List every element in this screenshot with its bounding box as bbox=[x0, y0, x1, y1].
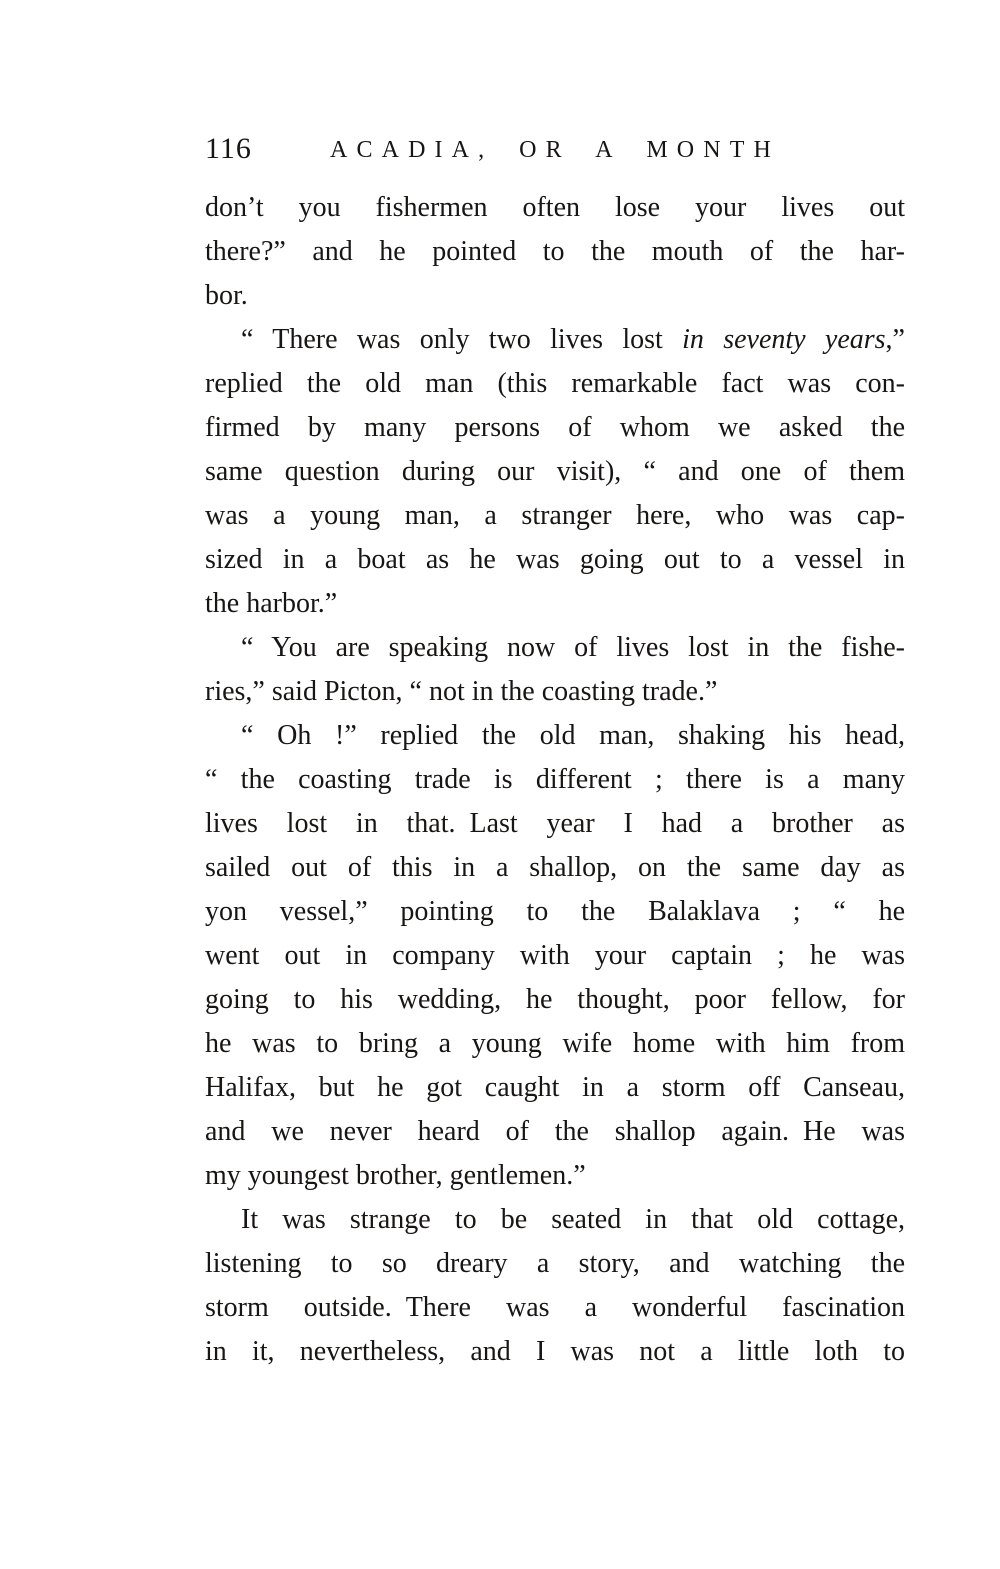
text-line: bor. bbox=[205, 280, 248, 311]
text-line: sailed out of this in a shallop, on the same day as bbox=[205, 852, 905, 883]
text-line: “ the coasting trade is different ; there is a many bbox=[205, 764, 905, 795]
text-line: don’t you fishermen often lose your lives out bbox=[205, 192, 905, 223]
text-line: sized in a boat as he was going out to a vessel in bbox=[205, 544, 905, 575]
text-line: listening to so dreary a story, and watching the bbox=[205, 1248, 905, 1279]
paragraph bbox=[205, 318, 905, 626]
text-line: and we never heard of the shallop again. He was bbox=[205, 1116, 905, 1147]
quote-suffix: ,” bbox=[885, 324, 905, 355]
page-number: 116 bbox=[205, 132, 252, 165]
text-line: was a young man, a stranger here, who was cap- bbox=[205, 500, 905, 531]
text-line: yon vessel,” pointing to the Balaklava ; “ he bbox=[205, 896, 905, 927]
text-line: “ You are speaking now of lives lost in the fishe- bbox=[241, 632, 905, 663]
text-line: the harbor.” bbox=[205, 588, 338, 619]
text-line bbox=[205, 318, 905, 362]
paragraph bbox=[205, 626, 905, 714]
text-line: going to his wedding, he thought, poor fellow, for bbox=[205, 984, 905, 1015]
paragraph bbox=[205, 186, 905, 318]
running-title: ACADIA, OR A MONTH bbox=[330, 137, 780, 163]
text-line: in it, nevertheless, and I was not a little loth to bbox=[205, 1336, 905, 1367]
text-line: went out in company with your captain ; he was bbox=[205, 940, 905, 971]
quote-prefix: “ There was only two lives lost bbox=[241, 324, 683, 355]
text-line: Halifax, but he got caught in a storm off Canseau, bbox=[205, 1072, 905, 1103]
paragraph bbox=[205, 714, 905, 1198]
text-line: same question during our visit), “ and one of them bbox=[205, 456, 905, 487]
body-text bbox=[205, 186, 905, 1374]
text-line: ries,” said Picton, “ not in the coasting trade.” bbox=[205, 676, 718, 707]
text-line: firmed by many persons of whom we asked the bbox=[205, 412, 905, 443]
text-line: “ Oh !” replied the old man, shaking his head, bbox=[241, 720, 905, 751]
italic-phrase: in seventy years bbox=[682, 324, 886, 355]
text-line: my youngest brother, gentlemen.” bbox=[205, 1160, 586, 1191]
text-line: It was strange to be seated in that old cottage, bbox=[241, 1204, 905, 1235]
text-line: storm outside. There was a wonderful fascination bbox=[205, 1292, 905, 1323]
paragraph bbox=[205, 1198, 905, 1374]
text-line: there?” and he pointed to the mouth of the har- bbox=[205, 236, 905, 267]
text-line: he was to bring a young wife home with him from bbox=[205, 1028, 905, 1059]
page-header bbox=[205, 132, 905, 166]
text-line: lives lost in that. Last year I had a brother as bbox=[205, 808, 905, 839]
text-line: replied the old man (this remarkable fact was con- bbox=[205, 368, 905, 399]
